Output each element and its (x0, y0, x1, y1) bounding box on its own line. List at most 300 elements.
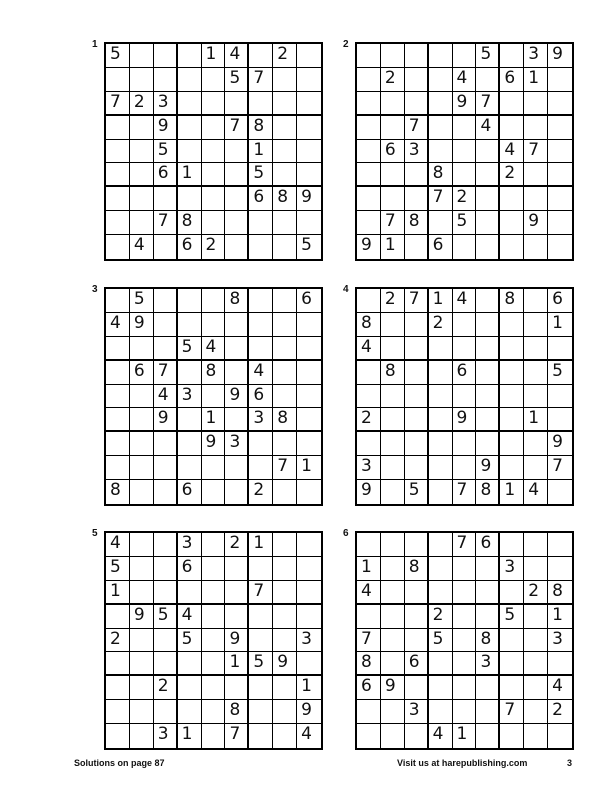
sudoku-cell (273, 581, 297, 605)
sudoku-cell: 9 (357, 480, 381, 504)
sudoku-cell (476, 557, 500, 581)
sudoku-cell (249, 432, 273, 456)
solutions-note: Solutions on page 87 (74, 758, 165, 768)
sudoku-cell (273, 361, 297, 385)
sudoku-cell: 6 (154, 163, 178, 187)
sudoku-cell (357, 68, 381, 92)
sudoku-cell (357, 92, 381, 116)
sudoku-cell (357, 44, 381, 68)
sudoku-cell (297, 581, 321, 605)
sudoku-cell (106, 289, 130, 313)
sudoku-cell: 1 (249, 140, 273, 164)
sudoku-cell (429, 44, 453, 68)
sudoku-cell (429, 211, 453, 235)
sudoku-cell (154, 557, 178, 581)
sudoku-cell (297, 140, 321, 164)
sudoku-cell: 1 (225, 652, 249, 676)
sudoku-cell (500, 676, 524, 700)
sudoku-cell: 6 (453, 361, 477, 385)
sudoku-cell (106, 68, 130, 92)
sudoku-cell (500, 581, 524, 605)
puzzle-number: 6 (343, 528, 349, 539)
sudoku-cell: 6 (297, 289, 321, 313)
sudoku-cell (249, 44, 273, 68)
sudoku-cell: 5 (453, 211, 477, 235)
sudoku-cell (154, 533, 178, 557)
sudoku-cell (202, 187, 226, 211)
sudoku-cell (106, 456, 130, 480)
sudoku-cell: 8 (405, 557, 429, 581)
sudoku-cell (381, 724, 405, 748)
sudoku-cell (453, 235, 477, 259)
sudoku-cell (202, 289, 226, 313)
sudoku-cell (225, 140, 249, 164)
sudoku-cell (178, 456, 202, 480)
sudoku-cell (548, 652, 572, 676)
sudoku-cell (154, 700, 178, 724)
page-number: 3 (567, 758, 573, 768)
sudoku-cell: 4 (500, 140, 524, 164)
sudoku-cell (178, 44, 202, 68)
sudoku-cell (524, 557, 548, 581)
sudoku-cell: 5 (130, 289, 154, 313)
sudoku-cell: 1 (524, 68, 548, 92)
sudoku-cell (225, 163, 249, 187)
sudoku-cell (130, 724, 154, 748)
sudoku-cell: 7 (476, 92, 500, 116)
sudoku-cell: 8 (106, 480, 130, 504)
puzzle-number: 5 (92, 528, 98, 539)
sudoku-cell: 3 (178, 533, 202, 557)
sudoku-cell (357, 700, 381, 724)
sudoku-cell: 3 (500, 557, 524, 581)
sudoku-cell (225, 480, 249, 504)
sudoku-cell (381, 629, 405, 653)
sudoku-grid (104, 287, 323, 506)
sudoku-cell (130, 676, 154, 700)
sudoku-cell (405, 187, 429, 211)
sudoku-cell: 6 (249, 187, 273, 211)
sudoku-cell (202, 629, 226, 653)
sudoku-cell: 9 (225, 629, 249, 653)
sudoku-cell (130, 408, 154, 432)
sudoku-cell: 8 (178, 211, 202, 235)
sudoku-cell (405, 361, 429, 385)
sudoku-cell (297, 313, 321, 337)
sudoku-cell (476, 337, 500, 361)
sudoku-cell (524, 652, 548, 676)
sudoku-cell (381, 408, 405, 432)
sudoku-cell (453, 385, 477, 409)
sudoku-cell (429, 581, 453, 605)
sudoku-cell (453, 313, 477, 337)
sudoku-cell: 2 (381, 68, 405, 92)
sudoku-cell: 9 (154, 408, 178, 432)
sudoku-cell (453, 676, 477, 700)
sudoku-cell (357, 361, 381, 385)
sudoku-cell (476, 432, 500, 456)
sudoku-cell (476, 581, 500, 605)
sudoku-cell (357, 187, 381, 211)
sudoku-cell: 9 (202, 432, 226, 456)
sudoku-cell (476, 140, 500, 164)
sudoku-cell (453, 432, 477, 456)
sudoku-cell: 4 (453, 289, 477, 313)
sudoku-grid (355, 531, 574, 750)
sudoku-cell (106, 235, 130, 259)
sudoku-puzzle-3 (92, 284, 323, 506)
sudoku-cell (524, 605, 548, 629)
sudoku-cell (357, 605, 381, 629)
sudoku-cell (249, 629, 273, 653)
sudoku-cell (524, 533, 548, 557)
sudoku-cell: 6 (476, 533, 500, 557)
sudoku-cell: 3 (249, 408, 273, 432)
sudoku-cell (453, 337, 477, 361)
sudoku-cell: 8 (225, 700, 249, 724)
sudoku-cell (178, 652, 202, 676)
sudoku-cell (500, 724, 524, 748)
sudoku-cell (500, 385, 524, 409)
sudoku-cell (500, 92, 524, 116)
sudoku-cell (500, 116, 524, 140)
sudoku-cell: 5 (429, 629, 453, 653)
sudoku-cell (249, 676, 273, 700)
sudoku-cell (225, 92, 249, 116)
sudoku-cell: 6 (500, 68, 524, 92)
sudoku-cell (154, 289, 178, 313)
sudoku-cell (249, 235, 273, 259)
sudoku-cell: 4 (476, 116, 500, 140)
sudoku-cell (500, 361, 524, 385)
sudoku-cell (500, 533, 524, 557)
sudoku-cell: 5 (178, 337, 202, 361)
sudoku-cell (297, 605, 321, 629)
sudoku-cell: 6 (178, 557, 202, 581)
sudoku-cell: 1 (202, 408, 226, 432)
sudoku-cell (548, 140, 572, 164)
sudoku-cell: 1 (500, 480, 524, 504)
sudoku-cell (524, 385, 548, 409)
sudoku-cell (202, 700, 226, 724)
sudoku-cell: 1 (548, 313, 572, 337)
sudoku-cell: 1 (357, 557, 381, 581)
sudoku-cell: 4 (178, 605, 202, 629)
sudoku-cell: 7 (154, 361, 178, 385)
sudoku-cell (453, 629, 477, 653)
sudoku-cell: 3 (476, 652, 500, 676)
sudoku-cell: 8 (225, 289, 249, 313)
sudoku-cell: 2 (381, 289, 405, 313)
sudoku-cell (106, 163, 130, 187)
sudoku-cell (500, 211, 524, 235)
sudoku-cell (357, 140, 381, 164)
sudoku-cell (106, 432, 130, 456)
sudoku-cell (548, 116, 572, 140)
sudoku-cell (429, 480, 453, 504)
sudoku-cell (130, 44, 154, 68)
sudoku-cell: 2 (202, 235, 226, 259)
sudoku-cell (405, 235, 429, 259)
sudoku-cell (106, 408, 130, 432)
sudoku-cell: 3 (178, 385, 202, 409)
sudoku-cell (273, 676, 297, 700)
sudoku-cell (202, 68, 226, 92)
sudoku-cell: 9 (297, 700, 321, 724)
sudoku-cell: 9 (225, 385, 249, 409)
sudoku-cell (381, 652, 405, 676)
sudoku-cell: 1 (297, 456, 321, 480)
sudoku-cell (273, 92, 297, 116)
sudoku-cell: 9 (297, 187, 321, 211)
sudoku-cell (297, 361, 321, 385)
sudoku-cell (297, 408, 321, 432)
sudoku-cell (453, 605, 477, 629)
sudoku-cell (178, 676, 202, 700)
sudoku-cell (154, 480, 178, 504)
sudoku-cell (405, 44, 429, 68)
sudoku-cell (225, 676, 249, 700)
sudoku-cell (357, 211, 381, 235)
sudoku-cell (106, 385, 130, 409)
sudoku-cell (273, 432, 297, 456)
sudoku-cell: 9 (548, 432, 572, 456)
sudoku-cell (178, 187, 202, 211)
sudoku-cell (202, 116, 226, 140)
sudoku-cell: 8 (476, 480, 500, 504)
sudoku-cell: 1 (297, 676, 321, 700)
sudoku-cell: 5 (225, 68, 249, 92)
sudoku-cell (405, 408, 429, 432)
sudoku-cell (225, 211, 249, 235)
sudoku-cell (202, 456, 226, 480)
sudoku-cell: 7 (429, 187, 453, 211)
sudoku-cell (225, 557, 249, 581)
sudoku-cell (548, 235, 572, 259)
sudoku-cell (130, 187, 154, 211)
sudoku-cell: 3 (405, 700, 429, 724)
sudoku-cell (357, 724, 381, 748)
sudoku-cell (178, 581, 202, 605)
sudoku-cell (524, 456, 548, 480)
sudoku-cell (381, 163, 405, 187)
sudoku-cell (202, 652, 226, 676)
sudoku-cell: 5 (548, 361, 572, 385)
sudoku-cell: 4 (106, 533, 130, 557)
sudoku-cell (154, 68, 178, 92)
sudoku-cell (273, 385, 297, 409)
sudoku-cell: 2 (130, 92, 154, 116)
sudoku-cell: 2 (154, 676, 178, 700)
sudoku-cell (273, 700, 297, 724)
sudoku-cell (476, 605, 500, 629)
sudoku-cell (405, 92, 429, 116)
sudoku-cell: 3 (154, 724, 178, 748)
sudoku-cell (273, 289, 297, 313)
sudoku-cell: 8 (476, 629, 500, 653)
sudoku-cell (500, 235, 524, 259)
sudoku-cell (500, 432, 524, 456)
sudoku-cell: 4 (357, 337, 381, 361)
sudoku-puzzle-1 (92, 39, 323, 261)
sudoku-cell (381, 385, 405, 409)
sudoku-grid (104, 531, 323, 750)
sudoku-cell (178, 140, 202, 164)
sudoku-cell: 8 (500, 289, 524, 313)
sudoku-cell (548, 385, 572, 409)
sudoku-cell (297, 557, 321, 581)
sudoku-cell (202, 385, 226, 409)
sudoku-cell (106, 605, 130, 629)
sudoku-cell (476, 724, 500, 748)
sudoku-cell (524, 92, 548, 116)
sudoku-cell: 6 (357, 676, 381, 700)
sudoku-cell (297, 337, 321, 361)
sudoku-cell (130, 533, 154, 557)
sudoku-cell: 5 (106, 44, 130, 68)
sudoku-cell (106, 140, 130, 164)
sudoku-cell (524, 289, 548, 313)
sudoku-cell (405, 676, 429, 700)
sudoku-cell (225, 605, 249, 629)
sudoku-cell (429, 337, 453, 361)
sudoku-cell (178, 313, 202, 337)
sudoku-cell (476, 385, 500, 409)
sudoku-cell (178, 361, 202, 385)
sudoku-cell (476, 408, 500, 432)
sudoku-cell (381, 700, 405, 724)
sudoku-cell: 8 (429, 163, 453, 187)
sudoku-cell (453, 700, 477, 724)
sudoku-cell (249, 456, 273, 480)
sudoku-cell (357, 163, 381, 187)
sudoku-cell (548, 68, 572, 92)
sudoku-cell (429, 140, 453, 164)
sudoku-cell: 4 (154, 385, 178, 409)
sudoku-cell (297, 92, 321, 116)
sudoku-cell (500, 652, 524, 676)
sudoku-cell (476, 211, 500, 235)
sudoku-puzzle-5 (92, 528, 323, 750)
sudoku-cell: 4 (429, 724, 453, 748)
sudoku-cell (524, 724, 548, 748)
sudoku-cell (500, 408, 524, 432)
sudoku-grid (355, 42, 574, 261)
sudoku-cell: 8 (405, 211, 429, 235)
sudoku-cell (429, 385, 453, 409)
sudoku-cell (202, 724, 226, 748)
sudoku-cell (273, 116, 297, 140)
sudoku-cell (453, 163, 477, 187)
sudoku-cell (249, 289, 273, 313)
sudoku-cell: 6 (130, 361, 154, 385)
sudoku-cell (357, 432, 381, 456)
sudoku-cell: 1 (453, 724, 477, 748)
sudoku-cell (381, 116, 405, 140)
sudoku-cell (524, 163, 548, 187)
sudoku-cell (130, 652, 154, 676)
sudoku-cell (476, 676, 500, 700)
sudoku-cell (524, 676, 548, 700)
sudoku-cell (429, 557, 453, 581)
sudoku-cell (429, 432, 453, 456)
sudoku-cell (357, 289, 381, 313)
sudoku-cell (524, 361, 548, 385)
sudoku-cell (249, 92, 273, 116)
sudoku-cell (524, 337, 548, 361)
sudoku-cell (106, 211, 130, 235)
sudoku-cell: 1 (178, 724, 202, 748)
sudoku-cell (429, 361, 453, 385)
sudoku-cell: 6 (381, 140, 405, 164)
sudoku-cell: 9 (357, 235, 381, 259)
sudoku-cell: 9 (130, 605, 154, 629)
sudoku-cell: 1 (548, 605, 572, 629)
sudoku-cell (476, 289, 500, 313)
sudoku-cell (548, 557, 572, 581)
sudoku-cell (548, 92, 572, 116)
sudoku-cell (429, 700, 453, 724)
sudoku-cell (381, 456, 405, 480)
sudoku-cell (381, 92, 405, 116)
sudoku-cell (130, 337, 154, 361)
sudoku-cell (405, 163, 429, 187)
sudoku-cell: 9 (453, 92, 477, 116)
sudoku-cell: 1 (524, 408, 548, 432)
sudoku-puzzle-2 (343, 39, 574, 261)
sudoku-cell (429, 408, 453, 432)
sudoku-cell (225, 337, 249, 361)
sudoku-cell: 4 (524, 480, 548, 504)
sudoku-cell (273, 68, 297, 92)
sudoku-cell: 9 (453, 408, 477, 432)
sudoku-cell: 4 (301, 724, 312, 745)
sudoku-cell (548, 337, 572, 361)
sudoku-cell: 4 (357, 581, 381, 605)
sudoku-cell (524, 313, 548, 337)
sudoku-cell (500, 337, 524, 361)
sudoku-cell: 9 (476, 456, 500, 480)
sudoku-cell (202, 163, 226, 187)
sudoku-cell (225, 456, 249, 480)
sudoku-cell: 1 (178, 163, 202, 187)
sudoku-cell (524, 235, 548, 259)
sudoku-cell (273, 313, 297, 337)
sudoku-cell (297, 533, 321, 557)
sudoku-cell: 3 (357, 456, 381, 480)
sudoku-cell (154, 432, 178, 456)
sudoku-cell (429, 116, 453, 140)
sudoku-cell: 7 (381, 211, 405, 235)
sudoku-cell (524, 432, 548, 456)
sudoku-cell (381, 557, 405, 581)
sudoku-cell (106, 361, 130, 385)
sudoku-cell: 8 (273, 187, 297, 211)
sudoku-cell (524, 629, 548, 653)
sudoku-cell (202, 676, 226, 700)
sudoku-cell (381, 533, 405, 557)
sudoku-cell (130, 211, 154, 235)
sudoku-cell (381, 187, 405, 211)
sudoku-cell: 5 (154, 140, 178, 164)
sudoku-cell (154, 187, 178, 211)
sudoku-cell (154, 629, 178, 653)
sudoku-cell (273, 480, 297, 504)
sudoku-cell (202, 92, 226, 116)
sudoku-cell: 4 (249, 361, 273, 385)
sudoku-cell (548, 724, 572, 748)
sudoku-cell (405, 313, 429, 337)
